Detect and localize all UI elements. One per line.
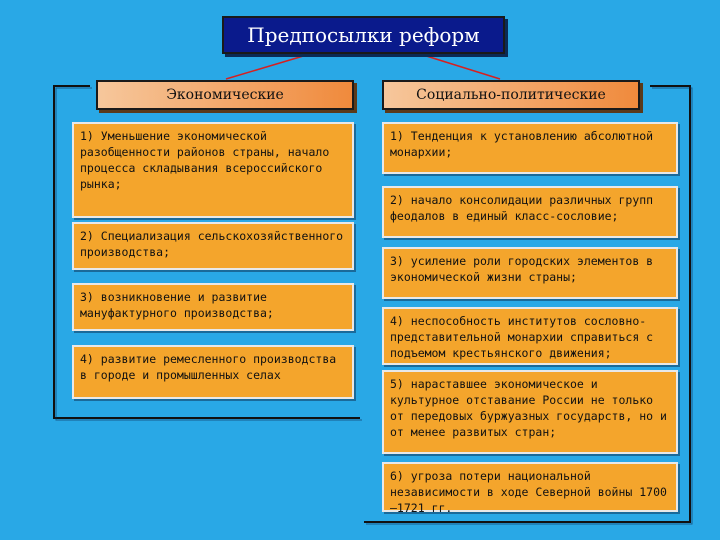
social-item-5: 5) нараставшее экономическое и культурное отставание России не только от передовых буржуазных государств, но и от менее развитых стран;	[382, 370, 678, 454]
header-economic: Экономические	[96, 80, 354, 110]
social-item-2: 2) начало консолидации различных групп феодалов в единый класс-сословие;	[382, 186, 678, 238]
social-item-4: 4) неспособность институтов сословно-представительной монархии справиться с подъемом крестьянского движения;	[382, 307, 678, 365]
arrow-to-economic	[226, 54, 310, 79]
economic-item-4: 4) развитие ремесленного производства в городе и промышленных селах	[72, 345, 354, 399]
social-item-3: 3) усиление роли городских элементов в экономической жизни страны;	[382, 247, 678, 299]
header-social-political: Социально-политические	[382, 80, 640, 110]
economic-item-1: 1) Уменьшение экономической разобщенности районов страны, начало процесса складывания всероссийского рынка;	[72, 122, 354, 218]
social-item-1: 1) Тенденция к установлению абсолютной монархии;	[382, 122, 678, 174]
economic-item-3: 3) возникновение и развитие мануфактурного производства;	[72, 283, 354, 331]
economic-item-2: 2) Специализация сельскохозяйственного производства;	[72, 222, 354, 270]
page-title: Предпосылки реформ	[222, 16, 505, 54]
arrow-to-social	[420, 54, 500, 79]
social-item-6: 6) угроза потери национальной независимости в ходе Северной войны 1700—1721 гг.	[382, 462, 678, 512]
